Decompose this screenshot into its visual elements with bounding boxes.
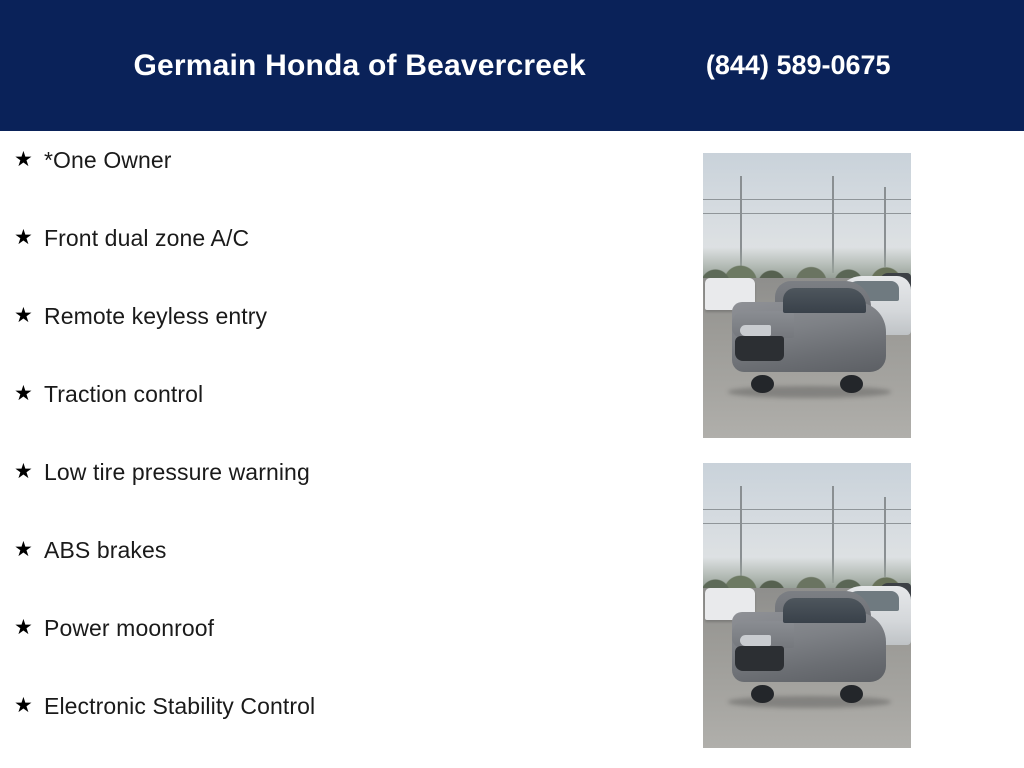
list-item xyxy=(14,379,664,457)
dealer-phone-number[interactable]: (844) 589-0675 xyxy=(705,50,891,80)
feature-label: *One Owner xyxy=(44,147,172,173)
photo-power-line xyxy=(703,213,911,214)
feature-label: Low tire pressure warning xyxy=(44,459,310,485)
vehicle-photo-1[interactable] xyxy=(703,153,911,438)
photo-vehicle-headlight xyxy=(740,325,771,336)
photo-vehicle-windshield xyxy=(783,288,866,313)
vehicle-photo-2[interactable] xyxy=(703,463,911,748)
photo-vehicle-wheel xyxy=(840,685,863,703)
dealer-header xyxy=(0,0,1024,131)
photo-vehicle-windshield xyxy=(783,598,866,623)
list-item xyxy=(14,301,664,379)
photo-vehicle-grille xyxy=(735,336,784,361)
photo-power-line xyxy=(703,199,911,200)
feature-label: Remote keyless entry xyxy=(44,303,268,329)
photo-vehicle-headlight xyxy=(740,635,771,646)
photo-vehicle-wheel xyxy=(751,375,774,393)
feature-label: ABS brakes xyxy=(44,537,167,563)
feature-label: Electronic Stability Control xyxy=(44,693,316,719)
list-item xyxy=(14,691,664,768)
photo-vehicle-wheel xyxy=(840,375,863,393)
star-icon: ★ xyxy=(14,304,33,327)
photo-vehicle-wheel xyxy=(751,685,774,703)
feature-list xyxy=(14,145,664,768)
photo-featured-vehicle xyxy=(732,281,886,395)
star-icon: ★ xyxy=(14,226,33,249)
star-icon: ★ xyxy=(14,460,33,483)
dealer-name: Germain Honda of Beavercreek xyxy=(133,48,586,82)
list-item xyxy=(14,223,664,301)
list-item xyxy=(14,457,664,535)
star-icon: ★ xyxy=(14,382,33,405)
list-item xyxy=(14,535,664,613)
list-item xyxy=(14,613,664,691)
feature-label: Front dual zone A/C xyxy=(44,225,250,251)
photo-power-line xyxy=(703,523,911,524)
star-icon: ★ xyxy=(14,148,33,171)
list-item xyxy=(14,145,664,223)
feature-label: Power moonroof xyxy=(44,615,215,641)
page-content xyxy=(0,131,1024,768)
photo-power-line xyxy=(703,509,911,510)
star-icon: ★ xyxy=(14,538,33,561)
star-icon: ★ xyxy=(14,694,33,717)
dealer-header-inner xyxy=(0,49,1024,83)
feature-label: Traction control xyxy=(44,381,204,407)
star-icon: ★ xyxy=(14,616,33,639)
photo-vehicle-grille xyxy=(735,646,784,671)
photo-featured-vehicle xyxy=(732,591,886,705)
